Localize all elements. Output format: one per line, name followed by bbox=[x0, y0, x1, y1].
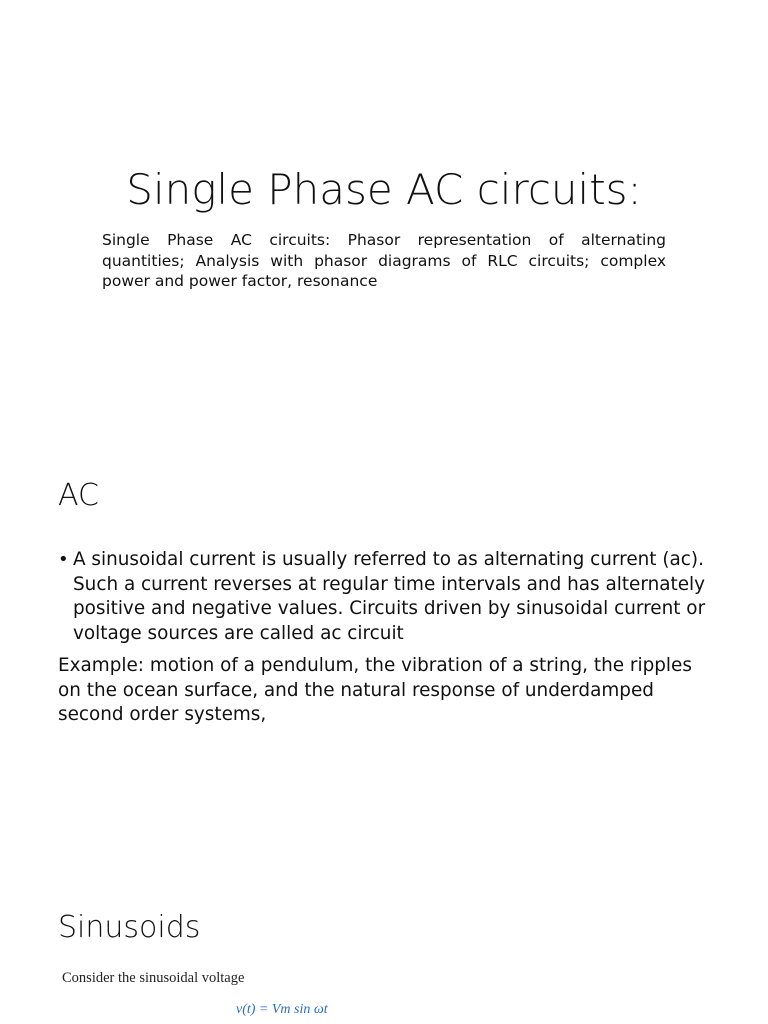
slide-title-heading: Single Phase AC circuits: bbox=[126, 165, 642, 214]
slide-sinusoids bbox=[0, 890, 768, 1024]
ac-heading: AC bbox=[58, 478, 99, 513]
bullet-icon: • bbox=[58, 549, 69, 570]
bullet-text: A sinusoidal current is usually referred to as alternating current (ac). Such a current reverses at regular time intervals and has alternately positive and negative values. Circuits driven by sinusoidal current or voltage sources are called ac circuit bbox=[73, 549, 706, 644]
voltage-formula bbox=[236, 1002, 328, 1018]
list-item bbox=[58, 548, 718, 646]
slide-subtitle: Single Phase AC circuits: Phasor representation of alternating quantities; Analysis with phasor diagrams of RLC circuits; complex power and power factor, resonance bbox=[102, 231, 666, 290]
example-paragraph: Example: motion of a pendulum, the vibration of a string, the ripples on the ocean surface, and the natural response of underdamped second order systems, bbox=[58, 655, 692, 725]
ac-bullet-list bbox=[58, 548, 718, 646]
sinusoids-heading: Sinusoids bbox=[58, 910, 201, 945]
slide-title bbox=[0, 0, 768, 340]
formula-text: v(t) = Vm sin ωt bbox=[236, 1002, 328, 1017]
sinusoids-intro: Consider the sinusoidal voltage bbox=[62, 970, 245, 986]
slide-ac bbox=[0, 440, 768, 880]
